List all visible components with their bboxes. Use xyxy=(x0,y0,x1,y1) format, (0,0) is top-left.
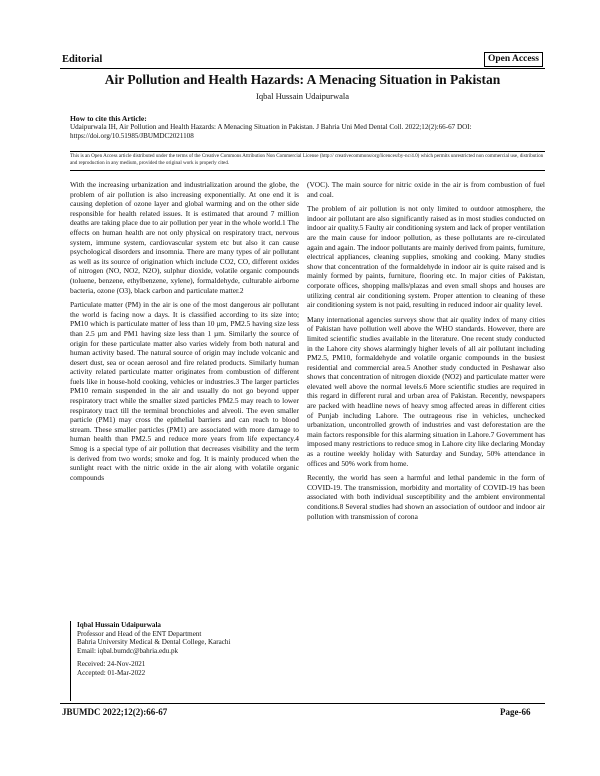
paragraph: Many international agencies surveys show that air quality index of many cities of Pakistan have pollution well above the WHO standards. However, there are limited scientific studies available in the literature. One recent study conducted in the Lahore city shows alarmingly higher levels of all air pollutant including PM2.5, PM10, formaldehyde and volatile organic compounds in the busiest residential and commercial area.5 Another study conducted in Peshawar also shows that concentration of nitrogen dioxide (NO2) and particulate matter were elevated well above the normal levels.6 More scientific studies are required in this regard in different rural and urban area of Pakistan. Recently, newspapers are packed with headline news of heavy smog affected areas in different cities of Punjab including Lahore. The outrageous rise in vehicles, unchecked urbanization, uncontrolled growth of industries and vast deforestation are the main factors responsible for this alarming situation in Lahore.7 Government has imposed many restrictions to reduce smog in Lahore city like declaring Monday as a routine weekly holiday with Saturday and Sunday, 50% attendance in offices and 50% work from home. xyxy=(307,314,545,468)
journal-reference: JBUMDC 2022;12(2):66-67 xyxy=(62,707,168,717)
license-rule-bottom xyxy=(70,170,545,171)
paragraph: (VOC). The main source for nitric oxide in the air is from combustion of fuel and coal. xyxy=(307,180,545,199)
paragraph: Recently, the world has seen a harmful and lethal pandemic in the form of COVID-19. The transmission, morbidity and mortality of COVID-19 has been associated with both individual susceptibility and the ambient environmental conditions.8 Several studies had shown an association of outdoor and indoor air pollution with transmission of corona xyxy=(307,473,545,521)
section-label: Editorial xyxy=(62,54,103,65)
citation-text: Udaipurwala IH, Air Pollution and Health Hazards: A Menacing Situation in Pakistan. J Bahria Uni Med Dental Coll. 2022;12(2):66-67 DOI: https://doi.org/10.51985/JBUMDC2021108 xyxy=(70,123,472,140)
article-title: Air Pollution and Health Hazards: A Menacing Situation in Pakistan xyxy=(104,72,501,87)
correspondence-line: Professor and Head of the ENT Department xyxy=(77,629,202,638)
correspondence-box xyxy=(70,621,299,701)
accepted-date: Accepted: 01-Mar-2022 xyxy=(77,668,146,677)
paragraph: The problem of air pollution is not only limited to outdoor atmosphere, the indoor air pollutant are also significantly raised as in most studies conducted on indoor air quality.5 Faulty air conditioning system and lack of proper ventilation are the main cause for indoor pollution, as these pollutants are re-circulated again and again. The indoor pollutants are mainly derived from paints, furniture, electrical appliances, cleaning supplies, smoking and cooking. Many studies show that concentration of the formaldehyde in indoor air is quite raised and is mainly formed by paints, furniture, flooring etc. In major cities of Pakistan, corporate offices, shopping malls/plazas and even small shops and houses are utilizing central air conditioning system. Proper attention to cleaning of these air conditioning system is not paid, resulting in reduced indoor air quality level. xyxy=(307,204,545,310)
received-date: Received: 24-Nov-2021 xyxy=(77,660,146,669)
correspondence-name: Iqbal Hussain Udaipurwala xyxy=(77,621,161,629)
paragraph: With the increasing urbanization and industrialization around the globe, the problem of air pollution is also increasing exponentially. At one end it is causing depletion of ozone layer and global warming and on the other side responsible for health related issues. It is estimated that around 7 million deaths are taking place due to air pollution per year in the whole world.1 The effects on human health are not only physical on respiratory tract, nervous system, immune system, cardiovascular system etc but also it can cause psychological disorders and insomnia. There are many types of air pollutant as well as its source of origination which include CO2, CO, different oxides of nitrogen (NO, NO2, N2O), sulphur dioxide, volatile organic compounds (toluene, benzene, ethylbenzene, xylene), formaldehyde, culturable airborne bacteria, ozone (O3), black carbon and particulate matter.2 xyxy=(70,180,299,295)
open-access-badge: Open Access xyxy=(484,52,543,67)
correspondence-email: Email: iqbal.bumdc@bahria.edu.pk xyxy=(77,646,179,655)
right-column xyxy=(307,180,545,526)
article-author: Iqbal Hussain Udaipurwala xyxy=(255,91,349,101)
paragraph: Particulate matter (PM) in the air is one of the most dangerous air pollutant the world is facing now a days. It is classified according to its size into; PM10 which is particulate matter of less than 10 µm, PM2.5 having size less than 2.5 µm and PM1 having size less than 1 µm. Similarly the source of origin for these particulate matter also varies widely from both natural and human activity based. The natural source of origin may include volcanic and desert dust, sea or ocean aerosol and fire related products. Similarly human activity related particulate matter originates from combustion of different fuels like in house-hold cooking, vehicles or industries.3 The larger particles PM10 remain suspended in the air and usually do not go beyond upper respiratory tract while the smaller sized particles PM2.5 may reach to lower respiratory tract till the terminal bronchioles and alveoli. The even smaller particle (PM1) may cross the epithelial barriers and can reach to blood stream. These smaller particles (PM1) are associated with more damage to human health than PM2.5 and reduce more years from life expectancy.4 Smog is a special type of air pollution that decreases visibility and the term is derived from two words; smoke and fog. It is mainly produced when the sunlight react with the nitric oxide in the air along with volatile organic compounds xyxy=(70,300,299,482)
correspondence-line: Bahria University Medical & Dental College, Karachi xyxy=(77,638,231,647)
header-rule xyxy=(60,68,545,69)
license-text: This is an Open Access article distributed under the terms of the Creative Commons Attribution Non Commercial License (http:// creativecommons/org/licences/by-nc/4.0) which permits unrestricted non commercial use, distribution and reproduction in any medium, provided the original work is properly cited. xyxy=(70,153,544,166)
page-number: Page-66 xyxy=(500,707,531,717)
citation-block xyxy=(70,114,545,141)
citation-heading: How to cite this Article: xyxy=(70,114,147,123)
left-column xyxy=(70,180,299,487)
footer-rule xyxy=(60,703,545,704)
license-rule-top xyxy=(70,151,545,152)
